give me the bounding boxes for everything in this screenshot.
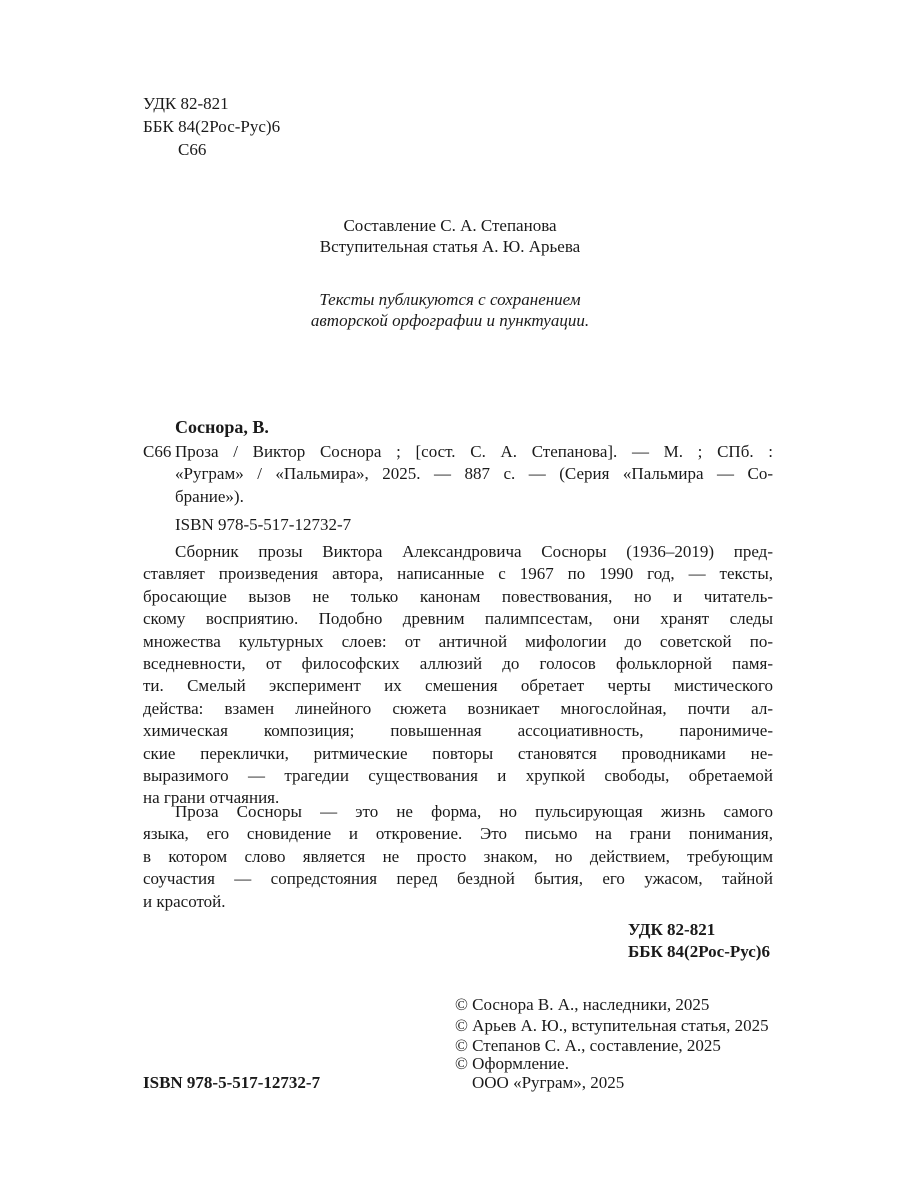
catalog-author: Соснора, В. xyxy=(175,417,269,437)
catalog-mark: С66 xyxy=(143,442,172,461)
note-line: авторской орфографии и пунктуации. xyxy=(310,311,590,330)
annotation-line: на грани отчаяния. xyxy=(143,788,280,808)
catalog-isbn: ISBN 978-5-517-12732-7 xyxy=(175,515,352,534)
catalog-description-line: брание»). xyxy=(175,487,244,506)
catalog-description-line: «Руграм» / «Пальмира», 2025. — 887 с. — (Серия «Пальмира — Со- xyxy=(175,464,773,483)
footer-udk: УДК 82-821 xyxy=(628,920,716,939)
copyright-line: © Арьев А. Ю., вступительная статья, 2025 xyxy=(455,1016,769,1035)
annotation-line: скому восприятию. Подобно древним палимпсестам, они хранят следы xyxy=(143,609,773,629)
annotation-line: соучастия — сопредстояния перед бездной бытия, его ужасом, тайной xyxy=(143,869,773,889)
footer-bbk: ББК 84(2Рос-Рус)6 xyxy=(628,942,770,961)
annotation-line: действа: взамен линейного сюжета возникает многослойная, почти ал- xyxy=(143,698,773,718)
annotation-line: ставляет произведения автора, написанные с 1967 по 1990 год, — тексты, xyxy=(143,564,773,584)
annotation-line: выразимого — трагедии существования и хрупкой свободы, обретаемой xyxy=(143,766,773,785)
udk-code: УДК 82-821 xyxy=(143,94,229,113)
annotation-line: бросающие вызов не только канонам повествования, но и читатель- xyxy=(143,586,773,606)
copyright-line: © Степанов С. А., составление, 2025 xyxy=(455,1036,721,1055)
bbk-code: ББК 84(2Рос-Рус)6 xyxy=(143,117,281,136)
compiler-credit: Составление С. А. Степанова xyxy=(343,216,557,235)
introduction-credit: Вступительная статья А. Ю. Арьева xyxy=(319,237,581,256)
annotation-line: Сборник прозы Виктора Александровича Сосноры (1936–2019) пред- xyxy=(175,542,773,561)
annotation-line: в котором слово является не просто знаком, но действием, требующим xyxy=(143,846,773,866)
copyright-line: © Соснора В. А., наследники, 2025 xyxy=(455,995,710,1014)
annotation-line: химическая композиция; повышенная ассоциативность, паронимиче- xyxy=(143,721,773,741)
note-line: Тексты публикуются с сохранением xyxy=(319,290,581,309)
annotation-line: ские переклички, ритмические повторы становятся проводниками не- xyxy=(143,743,773,763)
copyright-line: ООО «Руграм», 2025 xyxy=(472,1073,625,1092)
copyright-line: © Оформление. xyxy=(455,1054,569,1073)
annotation-line: ти. Смелый эксперимент их смешения обретает черты мистического xyxy=(143,676,773,696)
annotation-line: и красотой. xyxy=(143,891,226,911)
annotation-line: языка, его сновидение и откровение. Это письмо на грани понимания, xyxy=(143,824,773,844)
catalog-description-line: Проза / Виктор Соснора ; [сост. С. А. Степанова]. — М. ; СПб. : xyxy=(175,442,773,461)
footer-isbn: ISBN 978-5-517-12732-7 xyxy=(143,1073,321,1092)
annotation-line: множества культурных слоев: от античной мифологии до советской по- xyxy=(143,631,773,651)
annotation-line: Проза Сосноры — это не форма, но пульсирующая жизнь самого xyxy=(175,802,773,821)
annotation-line: вседневности, от философских аллюзий до голосов фольклорной памя- xyxy=(143,654,773,673)
author-mark: С66 xyxy=(178,140,207,159)
